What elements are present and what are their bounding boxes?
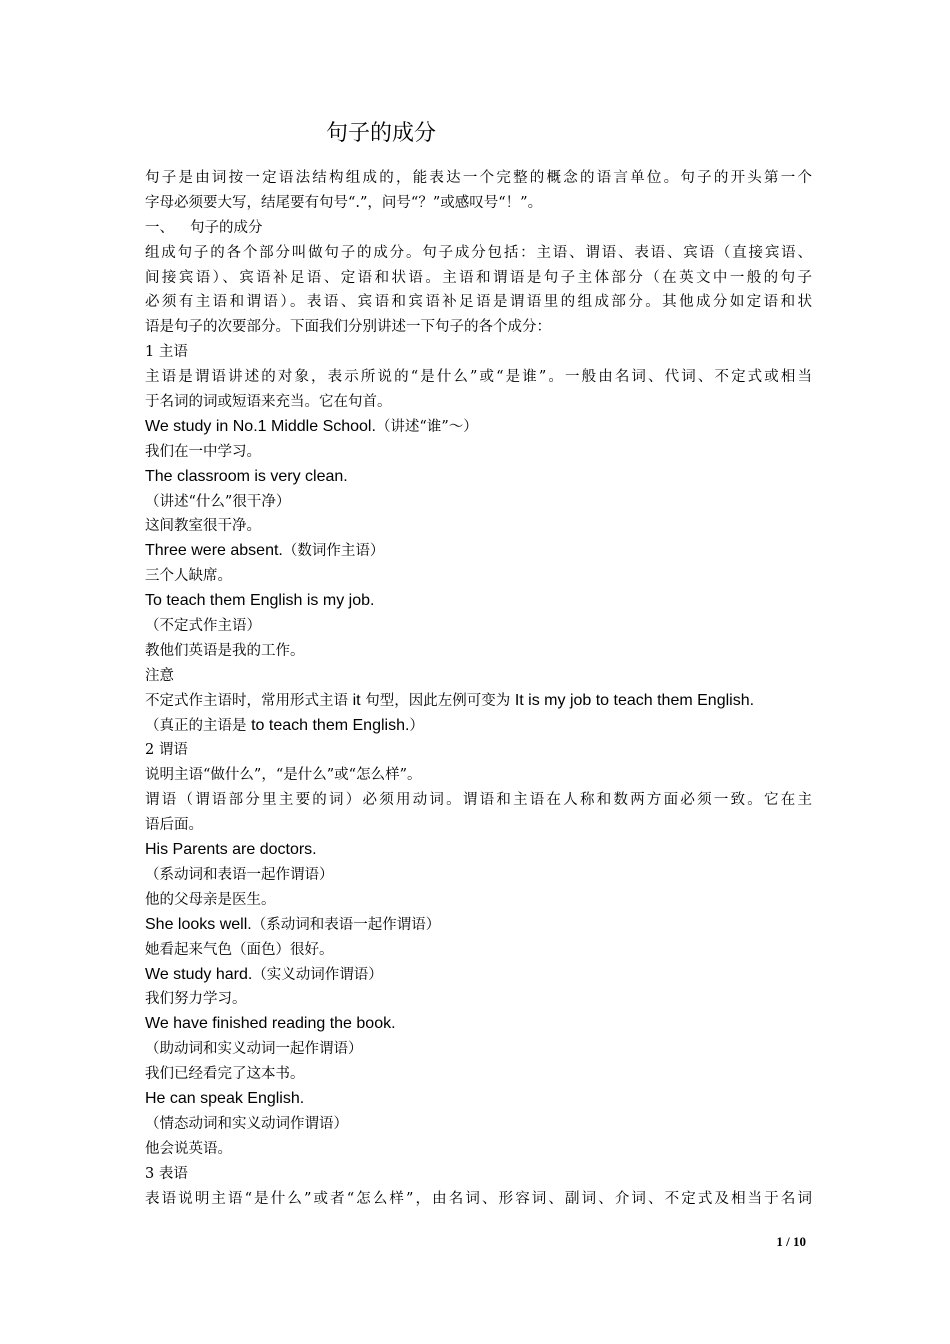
predicate-definition-line-3: 语后面。 [145, 817, 203, 834]
example-english: She looks well. [145, 915, 252, 933]
section-paragraph-line-1: 组成句子的各个部分叫做句子的成分。句子成分包括：主语、谓语、表语、宾语（直接宾语、 [145, 244, 812, 261]
section-heading-text: 句子的成分 [190, 219, 263, 236]
example-translation: 他的父母亲是医生。 [145, 891, 276, 908]
example-translation: 我们已经看完了这本书。 [145, 1066, 305, 1083]
example-note: （讲述“什么”很干净） [145, 493, 291, 510]
example-note: （系动词和表语一起作谓语） [251, 916, 441, 933]
note-label: 注意 [145, 667, 174, 684]
example-english: To teach them English is my job. [145, 592, 375, 610]
example-translation: 他会说英语。 [145, 1140, 232, 1157]
subsection-heading-predicative: 3 表语 [145, 1165, 188, 1182]
example-translation: 她看起来气色（面色）很好。 [145, 941, 334, 958]
example-note: （不定式作主语） [145, 618, 261, 635]
note-text-english: to teach them English. [251, 716, 410, 734]
page-number: 1 / 10 [776, 1234, 806, 1249]
predicate-definition-line-2: 谓语（谓语部分里主要的词）必须用动词。谓语和主语在人称和数两方面必须一致。它在主 [145, 792, 812, 809]
section-heading-sentence-components [145, 216, 812, 241]
predicate-definition-line-1: 说明主语“做什么”，“是什么”或“怎么样”。 [145, 767, 422, 784]
example-note: （系动词和表语一起作谓语） [145, 866, 334, 883]
example-english: We study hard. [145, 965, 253, 983]
example-english: His Parents are doctors. [145, 841, 317, 859]
example-note: （助动词和实义动词一起作谓语） [145, 1041, 363, 1058]
example-sentence [145, 539, 812, 564]
example-translation: 教他们英语是我的工作。 [145, 642, 305, 659]
example-translation: 我们在一中学习。 [145, 443, 261, 460]
example-sentence [145, 963, 812, 988]
note-text-english: it [352, 691, 361, 709]
subject-definition-line-2: 于名词的词或短语来充当。它在句首。 [145, 394, 392, 411]
example-sentence [145, 415, 812, 440]
intro-line-2: 字母必须要大写，结尾要有句号“.”，问号“？”或感叹号“！”。 [145, 194, 543, 211]
note-text-part: 不定式作主语时，常用形式主语 [145, 692, 353, 709]
example-translation: 我们努力学习。 [145, 991, 247, 1008]
section-number: 一、 [145, 219, 174, 236]
example-sentence [145, 913, 812, 938]
note-text-english: It is my job to teach them English. [514, 691, 755, 709]
document-title: 句子的成分 [326, 121, 437, 146]
example-english: He can speak English. [145, 1089, 305, 1107]
example-note: （数词作主语） [282, 543, 385, 560]
note-text-line-1 [145, 689, 812, 714]
example-english: We have finished reading the book. [145, 1015, 396, 1033]
subsection-heading-predicate: 2 谓语 [145, 742, 188, 759]
example-translation: 三个人缺席。 [145, 568, 232, 585]
predicative-definition-line-1: 表语说明主语“是什么”或者“怎么样”，由名词、形容词、副词、介词、不定式及相当于名词 [145, 1190, 812, 1207]
section-paragraph-line-2: 间接宾语）、宾语补足语、定语和状语。主语和谓语是句子主体部分（在英文中一般的句子 [145, 269, 812, 286]
example-translation: 这间教室很干净。 [145, 518, 261, 535]
document-body [145, 166, 812, 1211]
section-paragraph-line-3: 必须有主语和谓语）。表语、宾语和宾语补足语是谓语里的组成部分。其他成分如定语和状 [145, 294, 812, 311]
subject-definition-line-1: 主语是谓语讲述的对象，表示所说的“是什么”或“是谁”。一般由名词、代词、不定式或相当 [145, 369, 812, 386]
example-english: The classroom is very clean. [145, 467, 348, 485]
note-text-part: ） [409, 717, 424, 734]
note-text-part: （真正的主语是 [145, 717, 252, 734]
subsection-heading-subject: 1 主语 [145, 344, 188, 361]
note-text-line-2 [145, 714, 812, 739]
note-text-part: 句型，因此左例可变为 [360, 692, 515, 709]
example-english: We study in No.1 Middle School. [145, 417, 376, 435]
example-note: （实义动词作谓语） [252, 966, 383, 983]
example-english: Three were absent. [145, 542, 283, 560]
intro-line-1: 句子是由词按一定语法结构组成的，能表达一个完整的概念的语言单位。句子的开头第一个 [145, 170, 812, 186]
example-note: （讲述“谁”～） [375, 418, 478, 435]
section-paragraph-line-4: 语是句子的次要部分。下面我们分别讲述一下句子的各个成分： [145, 319, 551, 336]
example-note: （情态动词和实义动词作谓语） [145, 1115, 348, 1132]
